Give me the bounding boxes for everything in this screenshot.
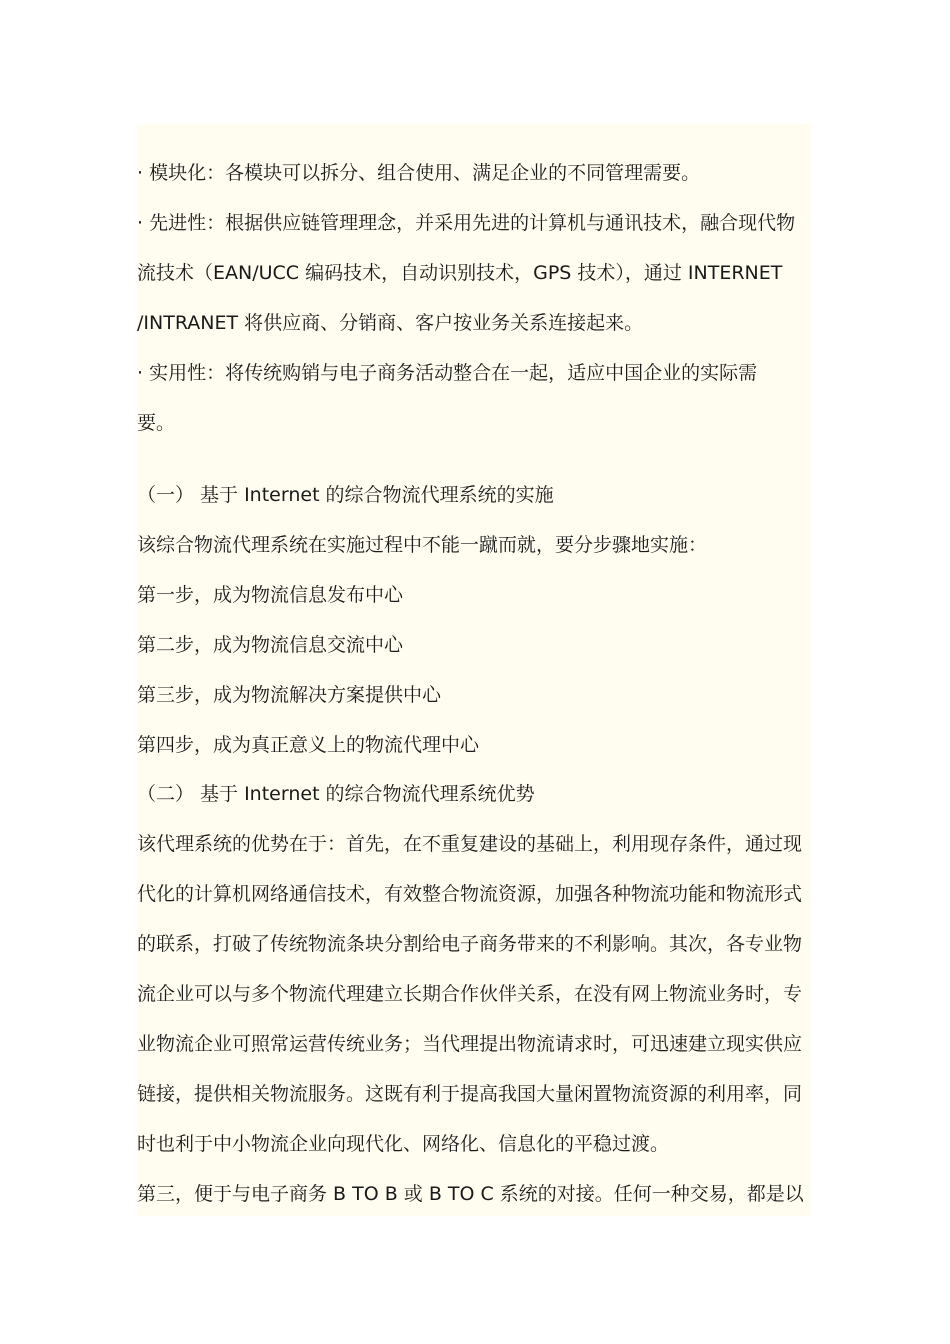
paragraph-advantages-line-3: 的联系，打破了传统物流条块分割给电子商务带来的不利影响。其次，各专业物: [137, 933, 803, 955]
paragraph-implementation-intro: 该综合物流代理系统在实施过程中不能一蹴而就，要分步骤地实施：: [137, 534, 708, 556]
paragraph-advantages-line-7: 时也利于中小物流企业向现代化、网络化、信息化的平稳过渡。: [137, 1133, 670, 1155]
paragraph-advantages-line-2: 代化的计算机网络通信技术，有效整合物流资源，加强各种物流功能和物流形式: [137, 883, 803, 905]
bullet-practical-line-1: · 实用性：将传统购销与电子商务活动整合在一起，适应中国企业的实际需: [137, 362, 758, 384]
step-2: 第二步，成为物流信息交流中心: [137, 634, 404, 656]
paragraph-advantages-line-4: 流企业可以与多个物流代理建立长期合作伙伴关系，在没有网上物流业务时，专: [137, 983, 803, 1005]
section-heading-implementation: （一） 基于 Internet 的综合物流代理系统的实施: [137, 484, 554, 506]
section-heading-advantages: （二） 基于 Internet 的综合物流代理系统优势: [137, 783, 535, 805]
bullet-advanced-line-2: 流技术（EAN/UCC 编码技术，自动识别技术，GPS 技术），通过 INTERNET: [137, 262, 783, 284]
paragraph-advantages-line-5: 业物流企业可照常运营传统业务；当代理提出物流请求时，可迅速建立现实供应: [137, 1033, 803, 1055]
bullet-practical-line-2: 要。: [137, 412, 176, 434]
step-3: 第三步，成为物流解决方案提供中心: [137, 684, 442, 706]
bullet-advanced-line-3: /INTRANET 将供应商、分销商、客户按业务关系连接起来。: [137, 312, 644, 334]
paragraph-third-point: 第三，便于与电子商务 B TO B 或 B TO C 系统的对接。任何一种交易，都是以: [137, 1183, 804, 1205]
step-1: 第一步，成为物流信息发布中心: [137, 584, 404, 606]
bullet-modularity: · 模块化：各模块可以拆分、组合使用、满足企业的不同管理需要。: [137, 162, 701, 184]
bullet-advanced-line-1: · 先进性：根据供应链管理理念，并采用先进的计算机与通讯技术，融合现代物: [137, 212, 796, 234]
paragraph-advantages-line-6: 链接，提供相关物流服务。这既有利于提高我国大量闲置物流资源的利用率，同: [137, 1083, 803, 1105]
paragraph-advantages-line-1: 该代理系统的优势在于：首先，在不重复建设的基础上，利用现存条件，通过现: [137, 833, 803, 855]
step-4: 第四步，成为真正意义上的物流代理中心: [137, 734, 480, 756]
